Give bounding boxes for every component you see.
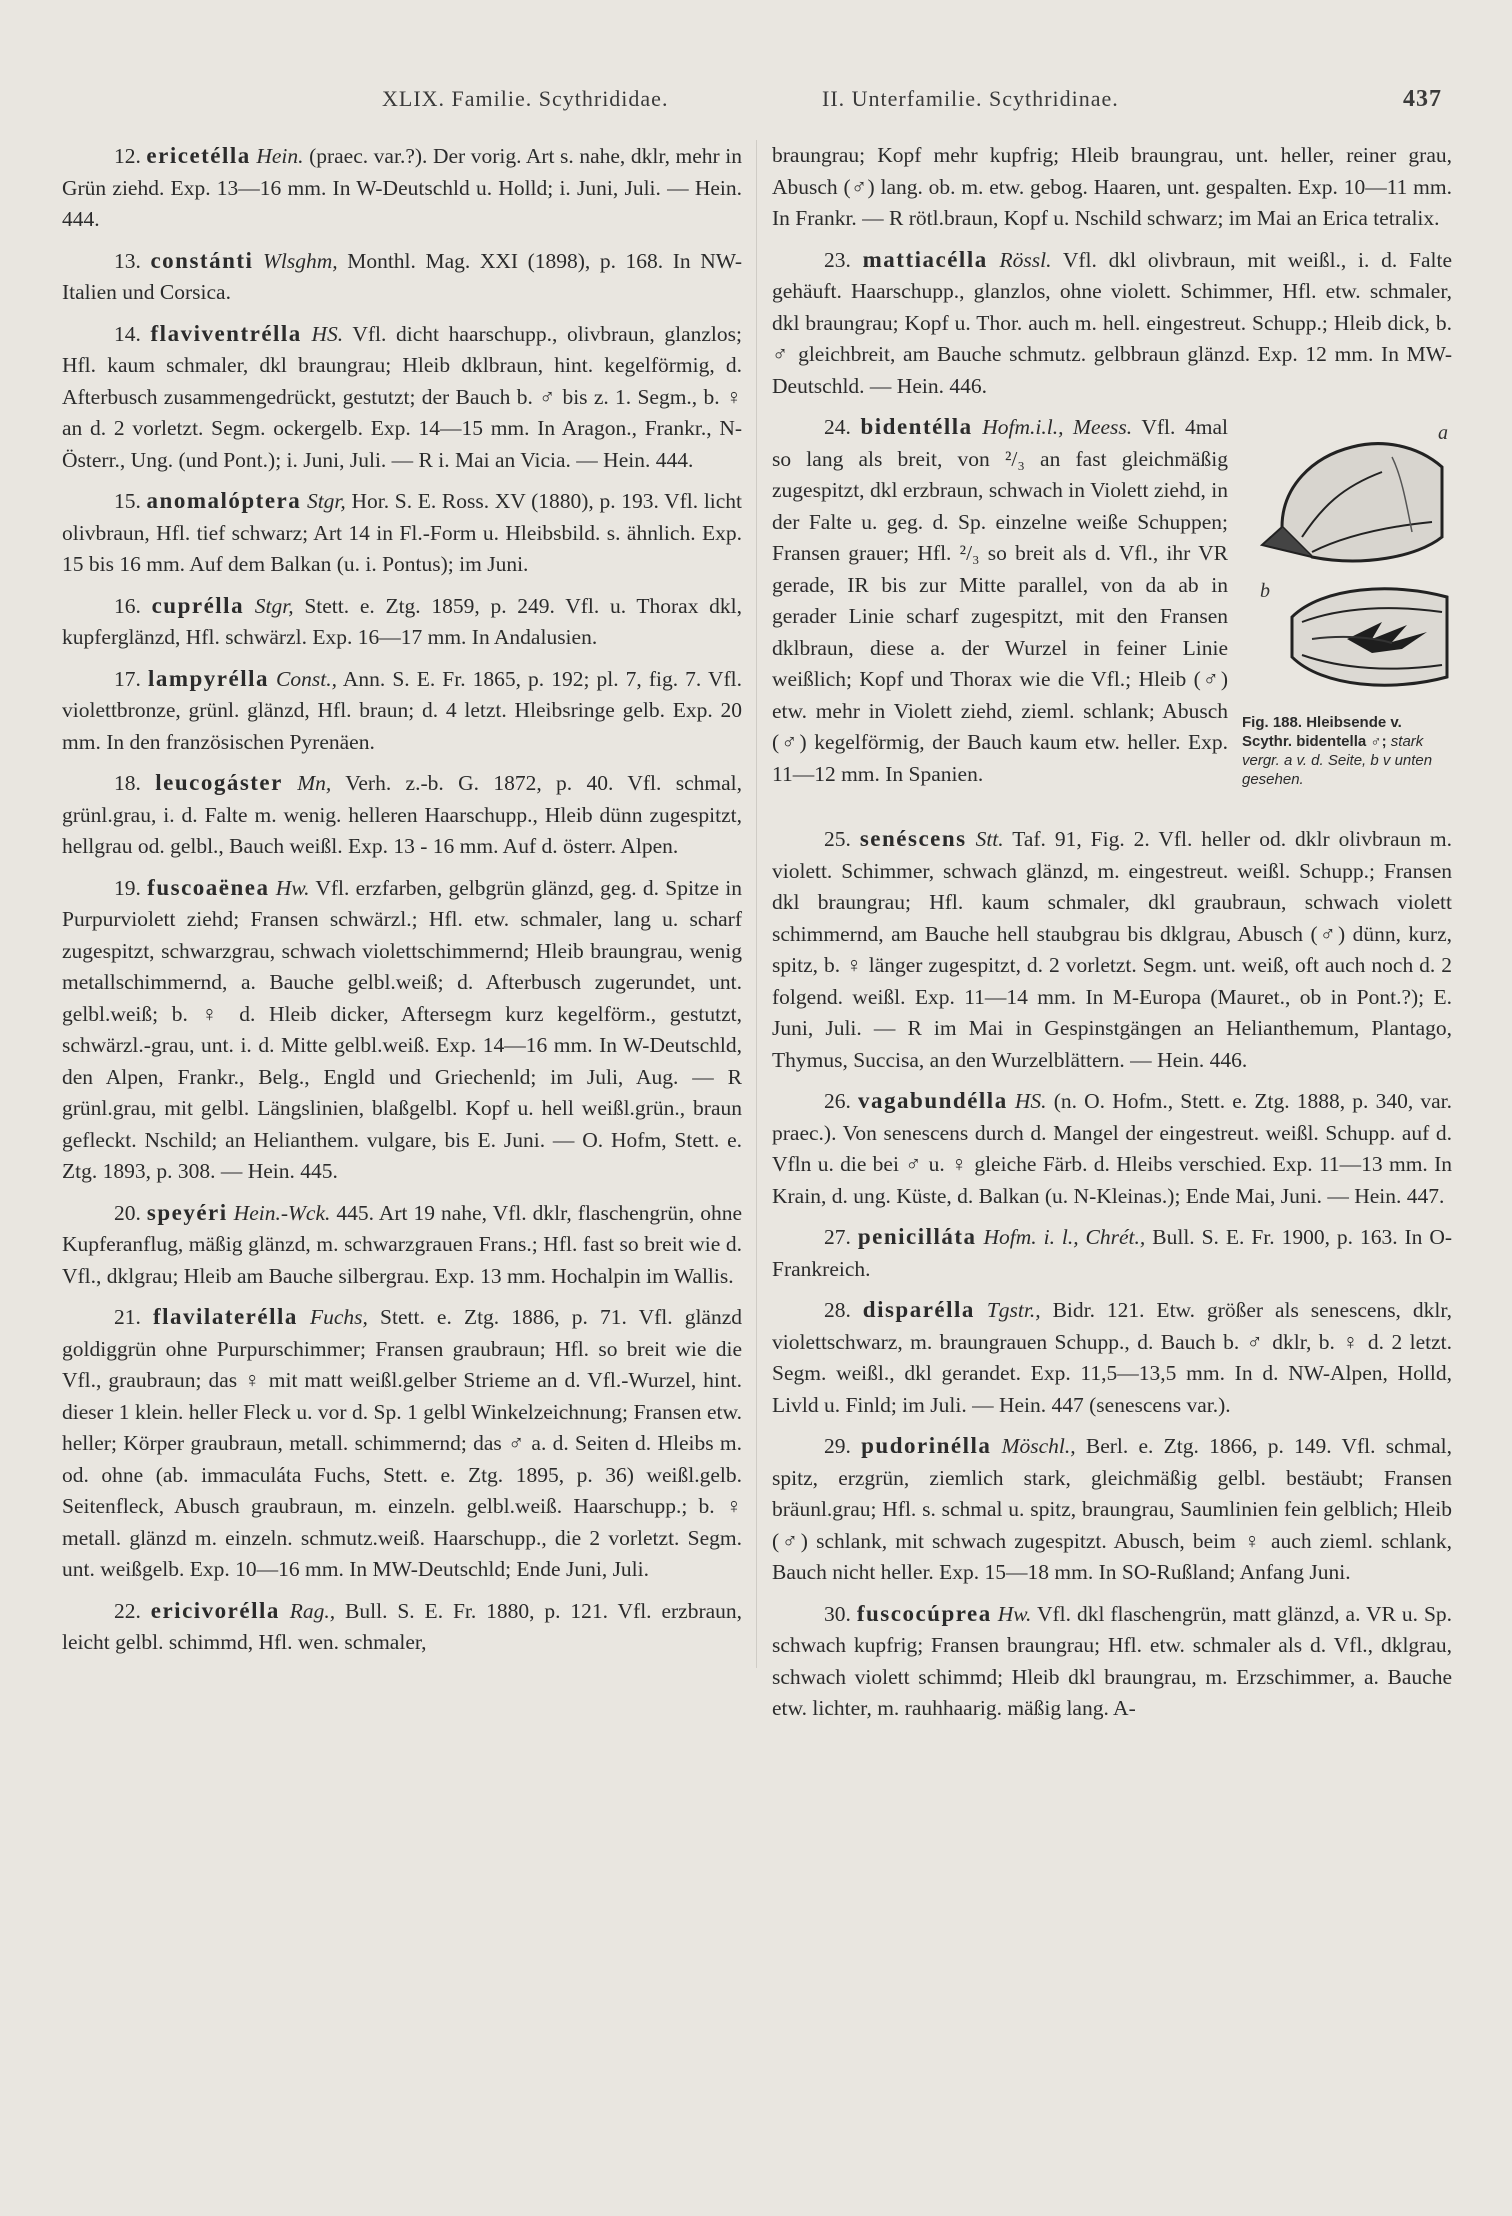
entry-number: 25. <box>824 827 851 851</box>
species-author: Rag., <box>289 1598 336 1623</box>
species-name: penicilláta <box>857 1224 977 1249</box>
species-description: Ann. S. E. Fr. 1865, p. 192; pl. 7, fig. 7. Vfl. violettbronze, grünl. glänzd, Hfl. braun; d. 4 letzt. Hleibsringe gelb. Exp. 20 mm. In den französischen Pyrenäen. <box>62 666 742 754</box>
species-description: Hor. S. E. Ross. XV (1880), p. 193. Vfl. licht olivbraun, Hfl. tief schwarz; Art 14 in Fl.-Form u. Hleibsbild. s. ähnlich. Exp. 15 bis 16 mm. Auf dem Balkan (u. i. Pontus); im Juni. <box>62 489 743 576</box>
species-entry <box>62 1197 742 1293</box>
species-entry <box>772 1294 1452 1421</box>
entry-number: 29. <box>824 1434 851 1458</box>
species-entry <box>772 1221 1452 1285</box>
species-description: Vfl. dkl flaschengrün, matt glänzd, a. VR u. Sp. schwach kupfrig; Fransen braungrau; Hfl. etw. schmaler als d. Vfl., dklgrau, schwach violett schimmd; Hleib dkl braungrau, m. Erzschimmer, a. Bauche etw. lichter, m. rauhhaarig. mäßig lang. A- <box>772 1601 1453 1720</box>
header-subfamily: II. Unterfamilie. Scythridinae. <box>822 86 1119 111</box>
species-name: mattiacélla <box>862 246 988 272</box>
entry-number: 28. <box>824 1298 851 1322</box>
species-name: flaviventrélla <box>150 320 302 346</box>
species-name: leucogáster <box>155 770 283 795</box>
species-author: Hein. <box>256 144 304 168</box>
entry-number: 26. <box>824 1089 851 1113</box>
entry-number: 12. <box>114 144 141 168</box>
figure-label-a: a <box>1438 422 1448 444</box>
species-description: Stett. e. Ztg. 1859, p. 249. Vfl. u. Thorax dkl, kupferglänzd, Hfl. schwärzl. Exp. 16—17 mm. In Andalusien. <box>62 593 743 649</box>
species-author: Hofm. i. l., Chrét., <box>983 1225 1146 1249</box>
entry-number: 24. <box>824 415 851 439</box>
entry-number: 27. <box>824 1225 851 1249</box>
running-header <box>62 86 1442 122</box>
species-entry <box>62 1595 742 1659</box>
species-author: Const., <box>276 666 337 691</box>
species-name: constánti <box>150 247 254 273</box>
species-entry <box>772 823 1452 1076</box>
page-number: 437 <box>1403 86 1442 112</box>
species-author: Mn, <box>297 771 332 795</box>
entry-number: 13. <box>114 248 141 273</box>
entry-number: 17. <box>114 666 141 691</box>
entry-number: 19. <box>114 875 141 900</box>
species-entry <box>772 1430 1452 1589</box>
species-entry <box>62 245 742 309</box>
species-author: Möschl., <box>1001 1434 1076 1458</box>
left-column <box>62 140 757 1668</box>
caption-title: Fig. 188. Hleibsende v. Scythr. bidentella ♂; <box>1242 714 1402 750</box>
species-author: HS. <box>311 321 344 346</box>
entry-number: 23. <box>824 247 851 272</box>
abdomen-ventral-view <box>1292 589 1447 685</box>
species-entry <box>62 663 742 759</box>
species-name: vagabundélla <box>858 1088 1008 1113</box>
species-entry <box>62 318 742 477</box>
species-name: speyéri <box>146 1199 228 1225</box>
entry-number: 15. <box>114 489 141 513</box>
entry-number: 18. <box>114 771 141 795</box>
entry-number: 20. <box>114 1200 141 1225</box>
species-entry <box>62 1301 742 1586</box>
species-author: Stgr, <box>306 489 346 513</box>
entry-number: 30. <box>824 1601 851 1626</box>
species-name: ericivorélla <box>150 1597 280 1623</box>
species-description: Vfl. dkl olivbraun, mit weißl., i. d. Falte gehäuft. Haarschupp., glanzlos, ohne violett. Schimmer, Hfl. etw. schmaler, dkl braungrau; Kopf u. Thor. auch m. hell. eingestreut. Schupp.; Hleib dick, b. ♂ gleichbreit, am Bauche schmutz. gelbbraun glänzd. Exp. 12 mm. In MW-Deutschld. — Hein. 446. <box>772 247 1453 398</box>
abdomen-illustration <box>1242 417 1452 707</box>
species-description: Bidr. 121. Etw. größer als senescens, dklr, violettschwarz, m. braungrauen Schupp., d. Bauch b. ♂ dklr, b. ♀ d. 2 letzt. Segm. weißl., dkl gerandet. Exp. 11,5—13,5 mm. In d. NW-Alpen, Holld, Livld u. Finld; im Juli. — Hein. 447 (senescens var.). <box>772 1298 1453 1417</box>
entry-number: 22. <box>114 1598 141 1623</box>
species-author: HS. <box>1014 1089 1047 1113</box>
species-entry <box>772 1085 1452 1212</box>
species-name: bidentélla <box>860 414 973 439</box>
species-name: fuscocúprea <box>856 1600 992 1626</box>
species-description: Verh. z.-b. G. 1872, p. 40. Vfl. schmal, grünl.grau, i. d. Falte m. wenig. helleren Haarschupp., Hleib dünn zugespitzt, hellgrau od. gelbl., Bauch weißl. Exp. 13 - 16 mm. Auf d. österr. Alpen. <box>62 771 742 858</box>
species-author: Hein.-Wck. <box>233 1200 331 1225</box>
species-description: Stett. e. Ztg. 1886, p. 71. Vfl. glänzd goldiggrün ohne Purpurschimmer; Fransen graubraun; Hfl. so breit wie die Vfl., graubraun; das ♀ mit matt weißl.gelber Strieme an d. Vfl.-Wurzel, hint. dieser 1 klein. heller Fleck u. vor d. Sp. 1 gelbl Winkelzeichnung; Fransen etw. heller; Körper graubraun, metall. schimmernd; das ♂ a. d. Seiten d. Hleibs m. od. ohne (ab. immaculáta Fuchs, Stett. e. Ztg. 1895, p. 36) weißl.gelb. Seitenfleck, Abusch graubraun, m. einzeln. gelbl.weiß. Haarschupp.; b. ♀ metall. glänzd m. einzeln. schmutz.weiß. Haarschupp., die 2 vorletzt. Segm. unt. weißgelb. Exp. 10—16 mm. In MW-Deutschld; Ende Juni, Juli. <box>62 1305 743 1581</box>
species-author: Stgr, <box>254 593 294 618</box>
species-description: (n. O. Hofm., Stett. e. Ztg. 1888, p. 340, var. praec.). Von senescens durch d. Mangel der eingestreut. weißl. Schupp. auf d. Vfln u. die bei ♂ u. ♀ gleiche Färb. d. Hleibs verschied. Exp. 11—13 mm. In Krain, d. ung. Küste, d. Balkan (u. N-Kleinas.); Ende Mai, Juni. — Hein. 447. <box>772 1089 1453 1208</box>
species-name: disparélla <box>862 1297 975 1322</box>
species-name: flavilaterélla <box>152 1304 298 1329</box>
species-description: Vfl. dicht haarschupp., olivbraun, glanzlos; Hfl. kaum schmaler, dkl braungrau; Hleib dklbraun, hint. kegelförmig, d. Afterbusch zusammengedrückt, gestutzt; der Bauch b. ♂ bis z. 1. Segm., b. ♀ an d. 2 vorletzt. Segm. ockergelb. Exp. 14—15 mm. In Aragon., Frankr., N-Österr., Ung. (und Pont.); i. Juni, Juli. — R i. Mai an Vicia. — Hein. 444. <box>62 321 742 472</box>
species-entry <box>62 872 742 1188</box>
abdomen-side-view <box>1262 444 1442 561</box>
species-description: (praec. var.?). Der vorig. Art s. nahe, dklr, mehr in Grün ziehd. Exp. 13—16 mm. In W-Deutschld u. Holld; i. Juni, Juli. — Hein. 444. <box>62 144 742 231</box>
species-name: anomalóptera <box>146 488 302 513</box>
entry-number: 14. <box>114 321 141 346</box>
species-author: Fuchs, <box>310 1305 368 1329</box>
species-author: Rössl. <box>999 247 1052 272</box>
entry-22-continuation: braungrau; Kopf mehr kupfrig; Hleib braungrau, unt. heller, reiner grau, Abusch (♂) lang. ob. m. etw. gebog. Haaren, unt. gespalten. Exp. 10—11 mm. In Frankr. — R rötl.braun, Kopf u. Nschild schwarz; im Mai an Erica tetralix. <box>772 143 1452 230</box>
species-name: senéscens <box>859 826 967 851</box>
figure-label-b: b <box>1260 580 1270 602</box>
species-author: Hofm.i.l., Meess. <box>982 415 1133 439</box>
species-author: Wlsghm, <box>262 248 338 273</box>
species-description: Taf. 91, Fig. 2. Vfl. heller od. dklr olivbraun m. violett. Schimmer, schwach glänzd, m. eingestreut. weißl. Schupp.; Fransen dkl braungrau; Hfl. kaum schmaler, dkl graubraun, schwach violett schimmernd, am Bauche hell staubgrau bis dklgrau, Abusch (♂) dünn, kurz, spitz, b. ♀ länger zugespitzt, d. 2 vorletzt. Segm. unt. weiß, oft auch noch d. 2 folgend. weißl. Exp. 11—14 mm. In M-Europa (Mauret., ob in Pont.?); E. Juni, Juli. — R im Mai in Gespinstgängen an Helianthemum, Plantago, Thymus, Succisa, an den Wurzelblättern. — Hein. 446. <box>772 827 1453 1072</box>
species-entry-24 <box>772 411 1452 823</box>
figure-caption <box>1242 713 1452 789</box>
caption-detail: stark vergr. a v. d. Seite, b v unten gesehen. <box>1242 733 1433 788</box>
species-name: pudorinélla <box>861 1433 992 1458</box>
species-description: Bull. S. E. Fr. 1880, p. 121. Vfl. erzbraun, leicht gelbl. schimmd, Hfl. wen. schmaler, <box>62 1598 743 1654</box>
figure-188 <box>1242 417 1452 817</box>
species-name: cuprélla <box>151 592 245 618</box>
species-author: Hw. <box>997 1601 1032 1626</box>
species-author: Stt. <box>975 827 1004 851</box>
species-name: fuscoaënea <box>147 874 270 900</box>
species-name: ericetélla <box>146 143 251 168</box>
species-description: Berl. e. Ztg. 1866, p. 149. Vfl. schmal, spitz, erzgrün, ziemlich stark, gleichmäßig gelbl. bestäubt; Fransen bräunl.grau; Hfl. s. schmal u. spitz, braungrau, Saumlinien fein gelblich; Hleib (♂) schlank, mit schwach zugespitzt. Abusch, beim ♀ auch zieml. schlank, Bauch nicht heller. Exp. 15—18 mm. In SO-Rußland; Anfang Juni. <box>772 1434 1453 1584</box>
species-entry <box>62 590 742 654</box>
species-description: Vfl. erzfarben, gelbgrün glänzd, geg. d. Spitze in Purpurviolett ziehd; Fransen schwärzl.; Hfl. etw. schmaler, lang u. scharf zugespitzt, schwarzgrau, schwach violettschimmernd; Hleib braungrau, wenig metallschimmernd, a. Bauche gelbl.weiß; d. Afterbusch zugerundet, unt. gelbl.weiß; b. ♀ d. Hleib dicker, Aftersegm kurz kegelförm., gestutzt, schwärzl.-grau, unt. i. d. Mitte gelbl.weiß. Exp. 14—16 mm. In W-Deutschld, den Alpen, Frankr., Belg., Engld und Griechenld; im Juli, Aug. — R grünl.grau, mit gelbl. Längslinien, blaßgelbl. Kopf u. hell weißl.grün., braun gefleckt. Nschild; an Helianthem. vulgare, bis E. Juni. — O. Hofm, Stett. e. Ztg. 1893, p. 308. — Hein. 445. <box>62 875 743 1183</box>
species-description: Vfl. 4mal so lang als breit, von ²/₃ an fast gleichmäßig zugespitzt, dkl erzbraun, schwach in Violett ziehd, in der Falte u. geg. d. Sp. einzelne weiße Schuppen; Fransen grauer; Hfl. ²/₃ so breit als d. Vfl., ihr VR gerade, IR bis zur Mitte parallel, von da ab in gerader Linie scharf zugespitzt, mit den Fransen dklbraun, diese a. der Wurzel in feiner Linie weißlich; Kopf und Thorax wie die Vfl.; Hleib (♂) etw. mehr in Violett ziehd, zieml. schlank; Abusch (♂) kegelförmig, der Bauch kaum etw. heller. Exp. 11—12 mm. In Spanien. <box>772 415 1229 786</box>
right-column <box>772 140 1452 1734</box>
species-description: Monthl. Mag. XXI (1898), p. 168. In NW-Italien und Corsica. <box>62 248 743 304</box>
species-entry <box>62 485 742 581</box>
species-entry <box>772 1598 1452 1725</box>
species-entry <box>62 140 742 236</box>
header-family: XLIX. Familie. Scythrididae. <box>382 86 669 111</box>
right-column-entries <box>772 823 1452 1725</box>
species-author: Hw. <box>275 875 310 900</box>
species-name: lampyrélla <box>147 665 269 691</box>
species-description: Bull. S. E. Fr. 1900, p. 163. In O-Frankreich. <box>772 1225 1453 1281</box>
species-description: 445. Art 19 nahe, Vfl. dklr, flaschengrün, ohne Kupferanflug, mäßig glänzd, m. schwarzgrauen Frans.; Hfl. fast so breit wie d. Vfl., dklgrau; Hleib am Bauche silbergrau. Exp. 13 mm. Hochalpin im Wallis. <box>62 1200 743 1288</box>
entry-number: 21. <box>114 1305 141 1329</box>
species-author: Tgstr., <box>986 1298 1041 1322</box>
entry-number: 16. <box>114 593 141 618</box>
species-entry-23 <box>772 244 1452 403</box>
species-entry <box>62 767 742 863</box>
